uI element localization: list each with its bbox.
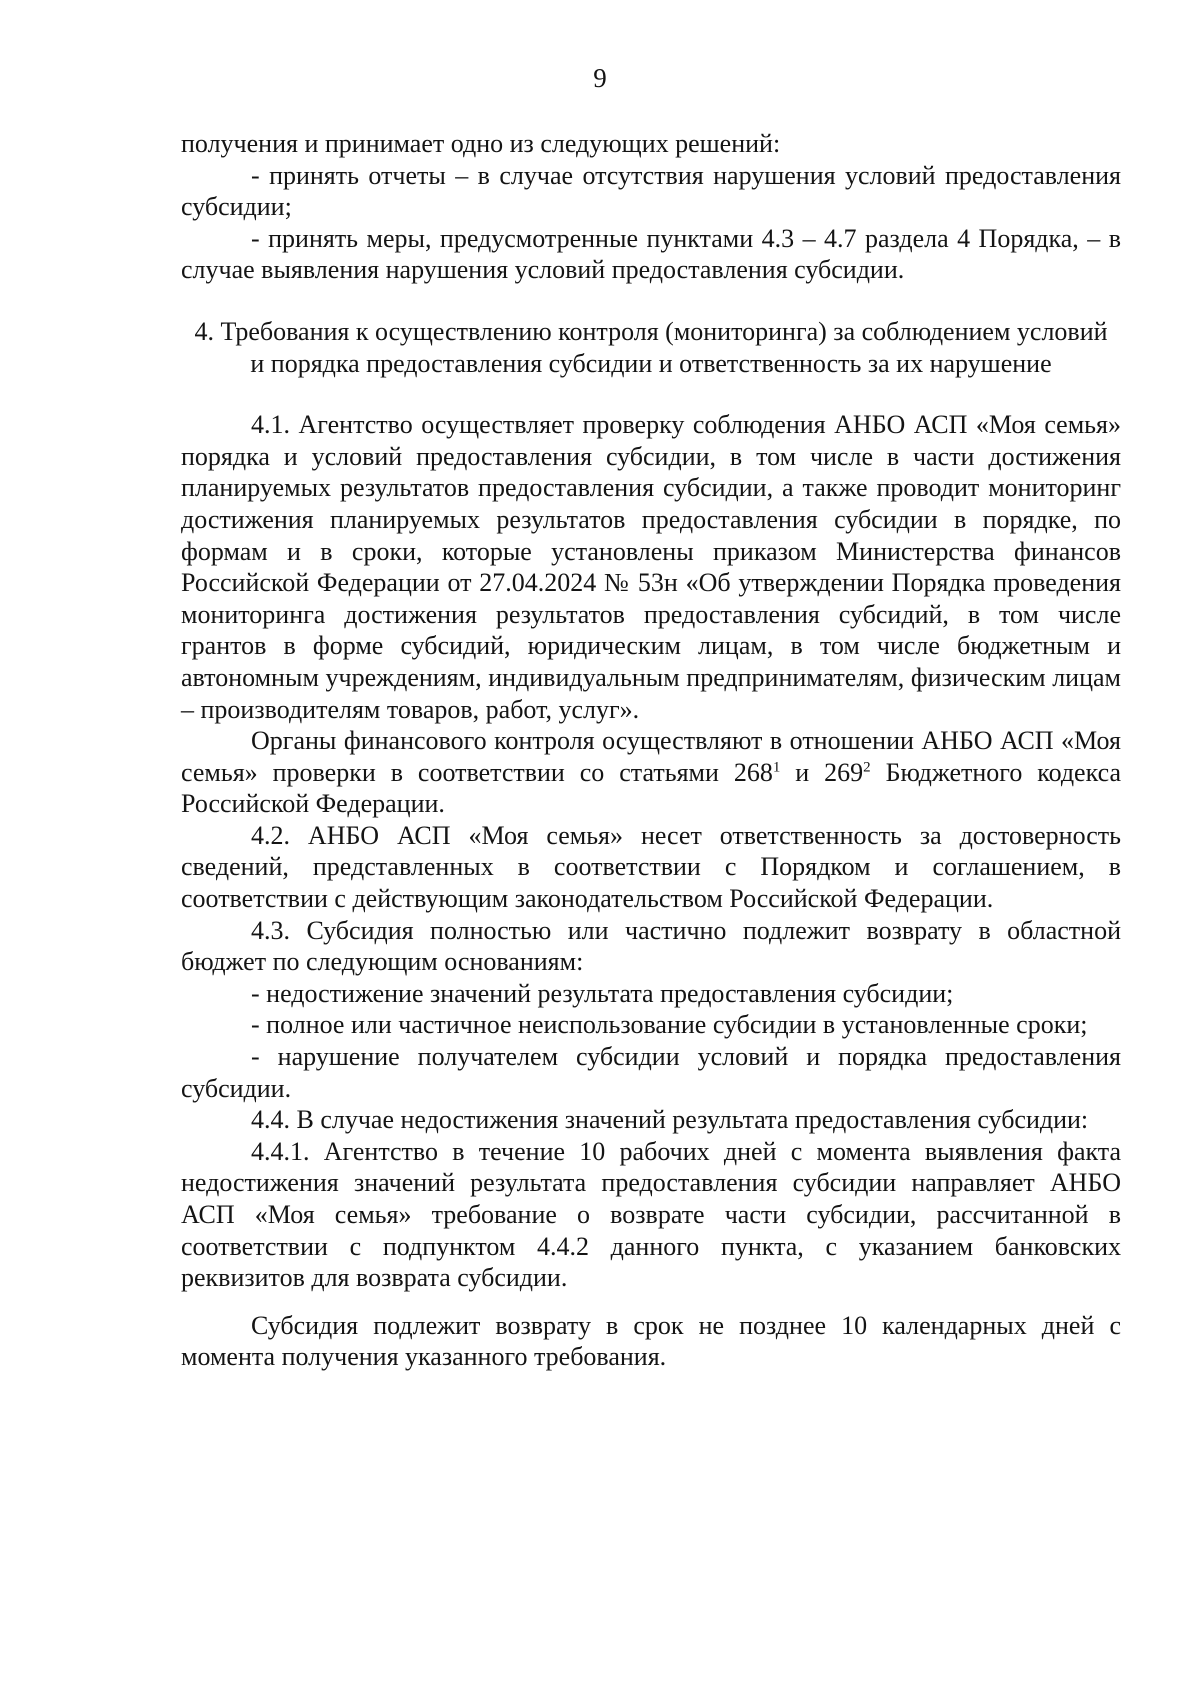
paragraph-gap <box>181 1294 1121 1310</box>
financial-control-text-1: Органы финансового контроля осуществляют в отношении АНБО АСП «Моя семья» проверки в соответствии со статьями 268 <box>181 726 1121 787</box>
list-item: - нарушение получателем субсидии условий и порядка предоставления субсидии. <box>181 1042 1121 1103</box>
list-item: - полное или частичное неиспользование субсидии в установленные сроки; <box>251 1010 1088 1040</box>
option-take-measures: - принять меры, предусмотренные пунктами 4.3 – 4.7 раздела 4 Порядка, – в случае выявления нарушения условий предоставления субсидии. <box>181 223 1121 285</box>
paragraph-4-3: 4.3. Субсидия полностью или частично подлежит возврату в областной бюджет по следующим основаниям: <box>181 915 1121 977</box>
document-body <box>181 128 1121 1373</box>
paragraph-4-1: 4.1. Агентство осуществляет проверку соблюдения АНБО АСП «Моя семья» порядка и условий предоставления субсидии, в том числе в части достижения планируемых результатов предоставления субсидии, а также проводит мониторинг достижения планируемых результатов предоставления субсидии в порядке, по формам и в сроки, которые установлены приказом Министерства финансов Российской Федерации от 27.04.2024 № 53н «Об утверждении Порядка проведения мониторинга достижения результатов предоставления субсидий, в том числе грантов в форме субсидий, юридическим лицам, в том числе бюджетным и автономным учреждениям, индивидуальным предпринимателям, физическим лицам – производителям товаров, работ, услуг». <box>181 410 1121 724</box>
footnote-mark-1: 1 <box>772 759 781 776</box>
intro-line: получения и принимает одно из следующих решений: <box>181 129 781 158</box>
paragraph-4-2: 4.2. АНБО АСП «Моя семья» несет ответственность за достоверность сведений, представленных в соответствии с Порядком и соглашением, в соответствии с действующим законодательством Российской Федерации. <box>181 820 1121 914</box>
option-accept-reports: - принять отчеты – в случае отсутствия нарушения условий предоставления субсидии; <box>181 160 1121 222</box>
financial-control-text-2: и 269 <box>780 757 864 787</box>
section-heading: 4. Требования к осуществлению контроля (мониторинга) за соблюдением условий и порядка предоставления субсидии и ответственность за их нарушение <box>194 316 1108 378</box>
paragraph-return-deadline: Субсидия подлежит возврату в срок не позднее 10 календарных дней с момента получения указанного требования. <box>181 1310 1121 1372</box>
financial-control-text-3: Бюджетного кодекса Российской Федерации. <box>181 757 1121 819</box>
paragraph-4-4-1: 4.4.1. Агентство в течение 10 рабочих дней с момента выявления факта недостижения значений результата предоставления субсидии направляет АНБО АСП «Моя семья» требование о возврате части субсидии, рассчитанной в соответствии с подпунктом 4.4.2 данного пункта, с указанием банковских реквизитов для возврата субсидии. <box>181 1136 1121 1293</box>
footnote-mark-2: 2 <box>863 759 871 776</box>
paragraph-4-4: 4.4. В случае недостижения значений результата предоставления субсидии: <box>251 1105 1089 1135</box>
paragraph-financial-control <box>181 725 1121 820</box>
page-number: 9 <box>593 63 607 93</box>
list-item: - недостижение значений результата предоставления субсидии; <box>251 978 954 1008</box>
